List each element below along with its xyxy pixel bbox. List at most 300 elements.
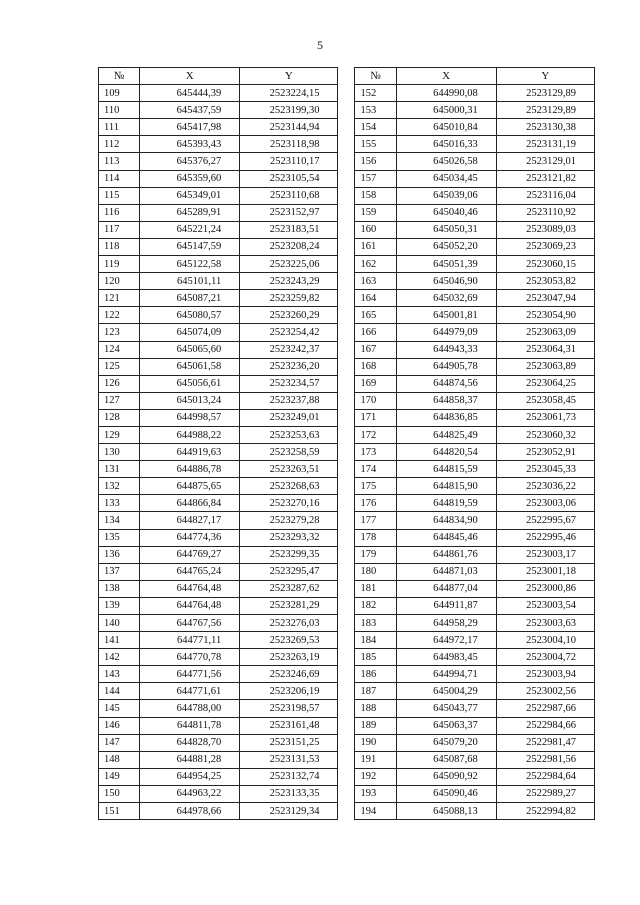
column-gap (338, 444, 355, 461)
x-coordinate: 644820,54 (396, 444, 496, 461)
column-gap (338, 187, 355, 204)
y-coordinate: 2523004,10 (496, 632, 594, 649)
y-coordinate: 2523236,20 (240, 358, 338, 375)
point-number: 122 (99, 307, 140, 324)
x-coordinate: 645050,31 (396, 221, 496, 238)
point-number: 169 (355, 375, 396, 392)
table-row (99, 632, 595, 649)
x-coordinate: 645393,43 (140, 136, 240, 153)
point-number: 182 (355, 597, 396, 614)
point-number: 175 (355, 478, 396, 495)
y-coordinate: 2523234,57 (240, 375, 338, 392)
x-coordinate: 644788,00 (140, 700, 240, 717)
x-coordinate: 645052,20 (396, 238, 496, 255)
table-row (99, 785, 595, 802)
y-coordinate: 2523133,35 (240, 785, 338, 802)
y-coordinate: 2523246,69 (240, 666, 338, 683)
y-coordinate: 2523129,89 (496, 102, 594, 119)
x-coordinate: 645001,81 (396, 307, 496, 324)
point-number: 120 (99, 273, 140, 290)
point-number: 119 (99, 256, 140, 273)
column-gap (338, 803, 355, 820)
point-number: 152 (355, 85, 396, 102)
table-row (99, 187, 595, 204)
column-gap (338, 256, 355, 273)
y-coordinate: 2523058,45 (496, 392, 594, 409)
y-coordinate: 2523054,90 (496, 307, 594, 324)
x-coordinate: 644828,70 (140, 734, 240, 751)
table-row (99, 153, 595, 170)
point-number: 154 (355, 119, 396, 136)
y-coordinate: 2523263,51 (240, 461, 338, 478)
column-gap (338, 341, 355, 358)
x-coordinate: 644858,37 (396, 392, 496, 409)
x-coordinate: 644881,28 (140, 751, 240, 768)
x-coordinate: 644979,09 (396, 324, 496, 341)
y-coordinate: 2523052,91 (496, 444, 594, 461)
y-coordinate: 2523003,54 (496, 597, 594, 614)
column-gap (338, 273, 355, 290)
column-gap (338, 426, 355, 443)
y-coordinate: 2523130,38 (496, 119, 594, 136)
x-coordinate: 645074,09 (140, 324, 240, 341)
point-number: 110 (99, 102, 140, 119)
point-number: 187 (355, 683, 396, 700)
y-coordinate: 2523063,89 (496, 358, 594, 375)
table-row (99, 426, 595, 443)
point-number: 115 (99, 187, 140, 204)
point-number: 164 (355, 290, 396, 307)
y-coordinate: 2523199,30 (240, 102, 338, 119)
x-coordinate: 645088,13 (396, 803, 496, 820)
y-coordinate: 2522981,47 (496, 734, 594, 751)
y-coordinate: 2522987,66 (496, 700, 594, 717)
y-coordinate: 2523003,94 (496, 666, 594, 683)
y-coordinate: 2523276,03 (240, 615, 338, 632)
table-row (99, 666, 595, 683)
x-coordinate: 644774,36 (140, 529, 240, 546)
point-number: 149 (99, 768, 140, 785)
y-coordinate: 2523131,53 (240, 751, 338, 768)
column-gap (338, 666, 355, 683)
y-coordinate: 2522995,46 (496, 529, 594, 546)
y-coordinate: 2523152,97 (240, 204, 338, 221)
y-coordinate: 2523001,18 (496, 563, 594, 580)
header-num-right: № (355, 68, 396, 85)
x-coordinate: 645122,58 (140, 256, 240, 273)
column-gap (338, 563, 355, 580)
point-number: 141 (99, 632, 140, 649)
table-row (99, 221, 595, 238)
x-coordinate: 644877,04 (396, 580, 496, 597)
point-number: 148 (99, 751, 140, 768)
point-number: 137 (99, 563, 140, 580)
x-coordinate: 645101,11 (140, 273, 240, 290)
y-coordinate: 2522989,27 (496, 785, 594, 802)
table-row (99, 273, 595, 290)
point-number: 147 (99, 734, 140, 751)
y-coordinate: 2523183,51 (240, 221, 338, 238)
table-row (99, 512, 595, 529)
table-row (99, 204, 595, 221)
x-coordinate: 644919,63 (140, 444, 240, 461)
table-row (99, 461, 595, 478)
point-number: 142 (99, 649, 140, 666)
point-number: 113 (99, 153, 140, 170)
x-coordinate: 645090,46 (396, 785, 496, 802)
x-coordinate: 644886,78 (140, 461, 240, 478)
x-coordinate: 645080,57 (140, 307, 240, 324)
point-number: 132 (99, 478, 140, 495)
point-number: 185 (355, 649, 396, 666)
column-gap (338, 546, 355, 563)
table-row (99, 409, 595, 426)
column-gap (338, 392, 355, 409)
column-gap (338, 238, 355, 255)
x-coordinate: 644905,78 (396, 358, 496, 375)
column-gap (338, 375, 355, 392)
x-coordinate: 644770,78 (140, 649, 240, 666)
x-coordinate: 644943,33 (396, 341, 496, 358)
column-gap (338, 290, 355, 307)
x-coordinate: 644871,03 (396, 563, 496, 580)
x-coordinate: 644819,59 (396, 495, 496, 512)
table-header-row (99, 68, 595, 85)
point-number: 143 (99, 666, 140, 683)
column-gap (338, 615, 355, 632)
x-coordinate: 644811,78 (140, 717, 240, 734)
y-coordinate: 2523198,57 (240, 700, 338, 717)
y-coordinate: 2523061,73 (496, 409, 594, 426)
y-coordinate: 2523253,63 (240, 426, 338, 443)
y-coordinate: 2523129,89 (496, 85, 594, 102)
x-coordinate: 645000,31 (396, 102, 496, 119)
column-gap (338, 597, 355, 614)
x-coordinate: 645376,27 (140, 153, 240, 170)
x-coordinate: 644767,56 (140, 615, 240, 632)
y-coordinate: 2523110,17 (240, 153, 338, 170)
point-number: 127 (99, 392, 140, 409)
point-number: 130 (99, 444, 140, 461)
y-coordinate: 2523110,92 (496, 204, 594, 221)
x-coordinate: 644874,56 (396, 375, 496, 392)
y-coordinate: 2523036,22 (496, 478, 594, 495)
table-row (99, 170, 595, 187)
point-number: 176 (355, 495, 396, 512)
y-coordinate: 2523259,82 (240, 290, 338, 307)
x-coordinate: 645147,59 (140, 238, 240, 255)
x-coordinate: 644861,76 (396, 546, 496, 563)
header-x-right: X (396, 68, 496, 85)
table-row (99, 375, 595, 392)
column-gap (338, 734, 355, 751)
header-x-left: X (140, 68, 240, 85)
point-number: 165 (355, 307, 396, 324)
x-coordinate: 645034,45 (396, 170, 496, 187)
y-coordinate: 2523269,53 (240, 632, 338, 649)
column-gap (338, 358, 355, 375)
x-coordinate: 645039,06 (396, 187, 496, 204)
x-coordinate: 644875,65 (140, 478, 240, 495)
point-number: 144 (99, 683, 140, 700)
x-coordinate: 644827,17 (140, 512, 240, 529)
column-gap (338, 102, 355, 119)
table-row (99, 597, 595, 614)
point-number: 188 (355, 700, 396, 717)
table-row (99, 717, 595, 734)
y-coordinate: 2523268,63 (240, 478, 338, 495)
column-gap (338, 751, 355, 768)
table-row (99, 803, 595, 820)
x-coordinate: 645010,84 (396, 119, 496, 136)
point-number: 117 (99, 221, 140, 238)
point-number: 170 (355, 392, 396, 409)
table-row (99, 307, 595, 324)
point-number: 133 (99, 495, 140, 512)
column-gap (338, 170, 355, 187)
point-number: 118 (99, 238, 140, 255)
x-coordinate: 645063,37 (396, 717, 496, 734)
y-coordinate: 2523249,01 (240, 409, 338, 426)
y-coordinate: 2523129,01 (496, 153, 594, 170)
table-row (99, 358, 595, 375)
point-number: 157 (355, 170, 396, 187)
x-coordinate: 644990,08 (396, 85, 496, 102)
y-coordinate: 2523206,19 (240, 683, 338, 700)
x-coordinate: 645040,46 (396, 204, 496, 221)
column-gap (338, 785, 355, 802)
column-gap (338, 324, 355, 341)
point-number: 181 (355, 580, 396, 597)
x-coordinate: 644998,57 (140, 409, 240, 426)
y-coordinate: 2523237,88 (240, 392, 338, 409)
y-coordinate: 2523000,86 (496, 580, 594, 597)
y-coordinate: 2523060,32 (496, 426, 594, 443)
point-number: 159 (355, 204, 396, 221)
x-coordinate: 644954,25 (140, 768, 240, 785)
column-gap (338, 700, 355, 717)
x-coordinate: 645026,58 (396, 153, 496, 170)
table-row (99, 734, 595, 751)
point-number: 190 (355, 734, 396, 751)
y-coordinate: 2522984,66 (496, 717, 594, 734)
x-coordinate: 644765,24 (140, 563, 240, 580)
y-coordinate: 2523260,29 (240, 307, 338, 324)
x-coordinate: 645046,90 (396, 273, 496, 290)
table-row (99, 563, 595, 580)
point-number: 129 (99, 426, 140, 443)
table-row (99, 478, 595, 495)
point-number: 178 (355, 529, 396, 546)
y-coordinate: 2523243,29 (240, 273, 338, 290)
y-coordinate: 2523060,15 (496, 256, 594, 273)
x-coordinate: 644963,22 (140, 785, 240, 802)
point-number: 138 (99, 580, 140, 597)
y-coordinate: 2523002,56 (496, 683, 594, 700)
table-row (99, 529, 595, 546)
table-row (99, 238, 595, 255)
y-coordinate: 2523003,63 (496, 615, 594, 632)
x-coordinate: 644771,11 (140, 632, 240, 649)
x-coordinate: 645004,29 (396, 683, 496, 700)
y-coordinate: 2523045,33 (496, 461, 594, 478)
y-coordinate: 2523118,98 (240, 136, 338, 153)
point-number: 140 (99, 615, 140, 632)
table-row (99, 683, 595, 700)
x-coordinate: 644764,48 (140, 580, 240, 597)
coordinates-table (98, 67, 595, 820)
y-coordinate: 2523131,19 (496, 136, 594, 153)
column-gap (338, 136, 355, 153)
table-row (99, 546, 595, 563)
table-row (99, 495, 595, 512)
y-coordinate: 2522995,67 (496, 512, 594, 529)
point-number: 135 (99, 529, 140, 546)
column-gap (338, 580, 355, 597)
y-coordinate: 2522981,56 (496, 751, 594, 768)
y-coordinate: 2523281,29 (240, 597, 338, 614)
point-number: 121 (99, 290, 140, 307)
header-y-right: Y (496, 68, 594, 85)
y-coordinate: 2523053,82 (496, 273, 594, 290)
point-number: 145 (99, 700, 140, 717)
y-coordinate: 2523270,16 (240, 495, 338, 512)
point-number: 174 (355, 461, 396, 478)
point-number: 180 (355, 563, 396, 580)
column-gap (338, 683, 355, 700)
point-number: 193 (355, 785, 396, 802)
x-coordinate: 645016,33 (396, 136, 496, 153)
point-number: 123 (99, 324, 140, 341)
x-coordinate: 645417,98 (140, 119, 240, 136)
y-coordinate: 2523151,25 (240, 734, 338, 751)
y-coordinate: 2523208,24 (240, 238, 338, 255)
x-coordinate: 644825,49 (396, 426, 496, 443)
point-number: 124 (99, 341, 140, 358)
y-coordinate: 2523224,15 (240, 85, 338, 102)
x-coordinate: 645013,24 (140, 392, 240, 409)
point-number: 134 (99, 512, 140, 529)
table-row (99, 615, 595, 632)
x-coordinate: 644771,56 (140, 666, 240, 683)
x-coordinate: 644771,61 (140, 683, 240, 700)
x-coordinate: 644845,46 (396, 529, 496, 546)
x-coordinate: 644866,84 (140, 495, 240, 512)
y-coordinate: 2523129,34 (240, 803, 338, 820)
point-number: 153 (355, 102, 396, 119)
x-coordinate: 645032,69 (396, 290, 496, 307)
point-number: 128 (99, 409, 140, 426)
point-number: 112 (99, 136, 140, 153)
point-number: 156 (355, 153, 396, 170)
y-coordinate: 2523105,54 (240, 170, 338, 187)
x-coordinate: 645056,61 (140, 375, 240, 392)
point-number: 163 (355, 273, 396, 290)
column-gap (338, 153, 355, 170)
y-coordinate: 2523254,42 (240, 324, 338, 341)
point-number: 116 (99, 204, 140, 221)
point-number: 183 (355, 615, 396, 632)
x-coordinate: 645349,01 (140, 187, 240, 204)
x-coordinate: 644764,48 (140, 597, 240, 614)
point-number: 161 (355, 238, 396, 255)
point-number: 109 (99, 85, 140, 102)
point-number: 114 (99, 170, 140, 187)
point-number: 167 (355, 341, 396, 358)
column-gap (338, 307, 355, 324)
point-number: 146 (99, 717, 140, 734)
y-coordinate: 2522994,82 (496, 803, 594, 820)
x-coordinate: 644815,59 (396, 461, 496, 478)
column-gap (338, 68, 355, 85)
column-gap (338, 512, 355, 529)
x-coordinate: 645087,21 (140, 290, 240, 307)
y-coordinate: 2523161,48 (240, 717, 338, 734)
point-number: 177 (355, 512, 396, 529)
x-coordinate: 644836,85 (396, 409, 496, 426)
x-coordinate: 645065,60 (140, 341, 240, 358)
point-number: 151 (99, 803, 140, 820)
x-coordinate: 645087,68 (396, 751, 496, 768)
table-row (99, 392, 595, 409)
x-coordinate: 645359,60 (140, 170, 240, 187)
y-coordinate: 2523225,06 (240, 256, 338, 273)
table-row (99, 444, 595, 461)
y-coordinate: 2523295,47 (240, 563, 338, 580)
point-number: 189 (355, 717, 396, 734)
y-coordinate: 2523242,37 (240, 341, 338, 358)
y-coordinate: 2523064,31 (496, 341, 594, 358)
table-row (99, 768, 595, 785)
column-gap (338, 221, 355, 238)
x-coordinate: 644983,45 (396, 649, 496, 666)
point-number: 136 (99, 546, 140, 563)
x-coordinate: 645043,77 (396, 700, 496, 717)
x-coordinate: 644994,71 (396, 666, 496, 683)
column-gap (338, 649, 355, 666)
column-gap (338, 632, 355, 649)
y-coordinate: 2523144,94 (240, 119, 338, 136)
table-row (99, 85, 595, 102)
column-gap (338, 529, 355, 546)
x-coordinate: 645061,58 (140, 358, 240, 375)
table-row (99, 256, 595, 273)
column-gap (338, 461, 355, 478)
table-row (99, 136, 595, 153)
x-coordinate: 645444,39 (140, 85, 240, 102)
column-gap (338, 495, 355, 512)
table-row (99, 751, 595, 768)
x-coordinate: 644958,29 (396, 615, 496, 632)
header-y-left: Y (240, 68, 338, 85)
y-coordinate: 2523004,72 (496, 649, 594, 666)
point-number: 126 (99, 375, 140, 392)
x-coordinate: 645051,39 (396, 256, 496, 273)
table-row (99, 649, 595, 666)
y-coordinate: 2523003,06 (496, 495, 594, 512)
y-coordinate: 2523063,09 (496, 324, 594, 341)
point-number: 166 (355, 324, 396, 341)
table-row (99, 341, 595, 358)
y-coordinate: 2523293,32 (240, 529, 338, 546)
y-coordinate: 2523047,94 (496, 290, 594, 307)
y-coordinate: 2523064,25 (496, 375, 594, 392)
column-gap (338, 119, 355, 136)
y-coordinate: 2523258,59 (240, 444, 338, 461)
point-number: 186 (355, 666, 396, 683)
x-coordinate: 644978,66 (140, 803, 240, 820)
x-coordinate: 645437,59 (140, 102, 240, 119)
